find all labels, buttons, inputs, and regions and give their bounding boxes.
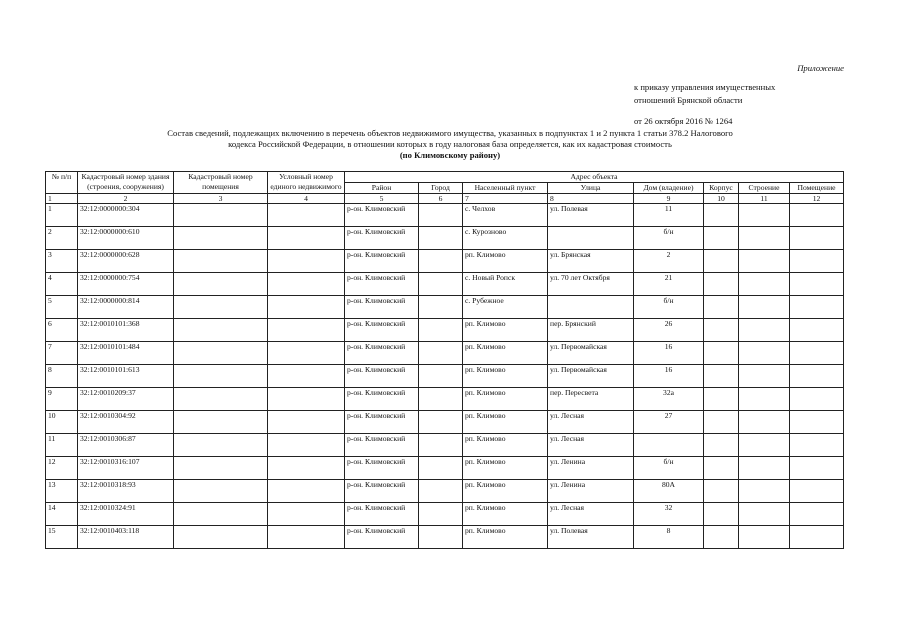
settlement-cell: с. Челхов <box>463 204 548 227</box>
korpus-cell <box>704 480 739 503</box>
conditional-number <box>268 526 345 549</box>
table-row <box>46 342 844 365</box>
conditional-number <box>268 388 345 411</box>
conditional-number <box>268 434 345 457</box>
room-cadastral-number <box>174 273 268 296</box>
conditional-number <box>268 227 345 250</box>
room-cell <box>790 503 844 526</box>
district-cell: р-он. Климовский <box>345 296 419 319</box>
settlement-cell: рп. Климово <box>463 480 548 503</box>
building-cell <box>739 526 790 549</box>
korpus-cell <box>704 503 739 526</box>
conditional-number <box>268 365 345 388</box>
table-row <box>46 457 844 480</box>
settlement-cell: рп. Климово <box>463 434 548 457</box>
district-cell: р-он. Климовский <box>345 204 419 227</box>
street-cell: ул. Полевая <box>548 204 634 227</box>
building-cadastral-number: 32:12:0010101:368 <box>78 319 174 342</box>
room-cadastral-number <box>174 526 268 549</box>
house-cell <box>634 434 704 457</box>
district-cell: р-он. Климовский <box>345 319 419 342</box>
row-number: 4 <box>46 273 78 296</box>
house-cell: 32 <box>634 503 704 526</box>
heading-line-2: кодекса Российской Федерации, в отношении которых в году налоговая база определяется, как их кадастровая стоимость <box>228 139 672 149</box>
row-number: 12 <box>46 457 78 480</box>
house-cell: 16 <box>634 365 704 388</box>
header-district: Район <box>345 183 419 194</box>
city-cell <box>419 227 463 250</box>
house-cell: б/н <box>634 296 704 319</box>
header-room-cad: Кадастровый номер помещения <box>174 172 268 194</box>
street-cell: ул. Первомайская <box>548 342 634 365</box>
appendix-block <box>634 62 844 128</box>
row-number: 8 <box>46 365 78 388</box>
row-number: 2 <box>46 227 78 250</box>
room-cadastral-number <box>174 342 268 365</box>
room-cadastral-number <box>174 204 268 227</box>
district-cell: р-он. Климовский <box>345 273 419 296</box>
col-num-9: 9 <box>634 194 704 204</box>
street-cell: ул. Брянская <box>548 250 634 273</box>
header-building: Строение <box>739 183 790 194</box>
korpus-cell <box>704 434 739 457</box>
table-body <box>46 204 844 549</box>
settlement-cell: с. Рубежное <box>463 296 548 319</box>
conditional-number <box>268 411 345 434</box>
document-heading <box>60 128 840 161</box>
building-cell <box>739 204 790 227</box>
house-cell: 2 <box>634 250 704 273</box>
district-cell: р-он. Климовский <box>345 388 419 411</box>
house-cell: б/н <box>634 457 704 480</box>
korpus-cell <box>704 342 739 365</box>
header-cond-num: Условный номер единого недвижимого <box>268 172 345 194</box>
korpus-cell <box>704 204 739 227</box>
room-cell <box>790 204 844 227</box>
street-cell: ул. Первомайская <box>548 365 634 388</box>
room-cadastral-number <box>174 319 268 342</box>
appendix-date: от 26 октября 2016 № 1264 <box>634 116 733 126</box>
building-cell <box>739 273 790 296</box>
col-num-11: 11 <box>739 194 790 204</box>
room-cell <box>790 480 844 503</box>
header-city: Город <box>419 183 463 194</box>
building-cell <box>739 388 790 411</box>
row-number: 1 <box>46 204 78 227</box>
col-num-8: 8 <box>548 194 634 204</box>
col-num-12: 12 <box>790 194 844 204</box>
city-cell <box>419 388 463 411</box>
room-cell <box>790 342 844 365</box>
table-row <box>46 204 844 227</box>
building-cell <box>739 250 790 273</box>
heading-district: (по Климовскому району) <box>399 150 501 160</box>
appendix-title: Приложение <box>797 63 844 73</box>
city-cell <box>419 480 463 503</box>
header-settlement: Населенный пункт <box>463 183 548 194</box>
table-row <box>46 503 844 526</box>
street-cell: ул. Лесная <box>548 503 634 526</box>
building-cadastral-number: 32:12:0000000:754 <box>78 273 174 296</box>
room-cadastral-number <box>174 411 268 434</box>
korpus-cell <box>704 526 739 549</box>
settlement-cell: рп. Климово <box>463 319 548 342</box>
street-cell <box>548 227 634 250</box>
building-cadastral-number: 32:12:0000000:304 <box>78 204 174 227</box>
appendix-line-1: к приказу управления имущественных <box>634 82 776 92</box>
building-cadastral-number: 32:12:0010209:37 <box>78 388 174 411</box>
district-cell: р-он. Климовский <box>345 342 419 365</box>
conditional-number <box>268 480 345 503</box>
korpus-cell <box>704 296 739 319</box>
room-cell <box>790 227 844 250</box>
district-cell: р-он. Климовский <box>345 480 419 503</box>
building-cadastral-number: 32:12:0000000:610 <box>78 227 174 250</box>
header-house: Дом (владение) <box>634 183 704 194</box>
room-cell <box>790 250 844 273</box>
street-cell: ул. Ленина <box>548 457 634 480</box>
row-number: 15 <box>46 526 78 549</box>
city-cell <box>419 434 463 457</box>
city-cell <box>419 319 463 342</box>
table-row <box>46 250 844 273</box>
building-cadastral-number: 32:12:0010101:613 <box>78 365 174 388</box>
table-row <box>46 273 844 296</box>
city-cell <box>419 204 463 227</box>
settlement-cell: рп. Климово <box>463 503 548 526</box>
street-cell: ул. Ленина <box>548 480 634 503</box>
house-cell: 11 <box>634 204 704 227</box>
room-cadastral-number <box>174 296 268 319</box>
city-cell <box>419 273 463 296</box>
district-cell: р-он. Климовский <box>345 457 419 480</box>
building-cell <box>739 480 790 503</box>
conditional-number <box>268 250 345 273</box>
korpus-cell <box>704 273 739 296</box>
house-cell: 8 <box>634 526 704 549</box>
header-street: Улица <box>548 183 634 194</box>
room-cell <box>790 273 844 296</box>
col-num-6: 6 <box>419 194 463 204</box>
district-cell: р-он. Климовский <box>345 365 419 388</box>
conditional-number <box>268 296 345 319</box>
building-cell <box>739 227 790 250</box>
room-cadastral-number <box>174 365 268 388</box>
table-row <box>46 434 844 457</box>
district-cell: р-он. Климовский <box>345 250 419 273</box>
district-cell: р-он. Климовский <box>345 503 419 526</box>
property-table <box>45 171 844 549</box>
settlement-cell: рп. Климово <box>463 250 548 273</box>
city-cell <box>419 296 463 319</box>
building-cell <box>739 296 790 319</box>
street-cell <box>548 296 634 319</box>
room-cell <box>790 319 844 342</box>
table-row <box>46 365 844 388</box>
settlement-cell: рп. Климово <box>463 457 548 480</box>
settlement-cell: рп. Климово <box>463 342 548 365</box>
city-cell <box>419 503 463 526</box>
district-cell: р-он. Климовский <box>345 526 419 549</box>
street-cell: ул. Лесная <box>548 434 634 457</box>
header-korpus: Корпус <box>704 183 739 194</box>
korpus-cell <box>704 388 739 411</box>
street-cell: пер. Брянский <box>548 319 634 342</box>
conditional-number <box>268 342 345 365</box>
korpus-cell <box>704 227 739 250</box>
city-cell <box>419 365 463 388</box>
house-cell: 26 <box>634 319 704 342</box>
room-cell <box>790 526 844 549</box>
row-number: 10 <box>46 411 78 434</box>
conditional-number <box>268 204 345 227</box>
row-number: 14 <box>46 503 78 526</box>
city-cell <box>419 526 463 549</box>
building-cell <box>739 503 790 526</box>
room-cadastral-number <box>174 388 268 411</box>
city-cell <box>419 250 463 273</box>
korpus-cell <box>704 319 739 342</box>
street-cell: пер. Пересвета <box>548 388 634 411</box>
column-number-row <box>46 194 844 204</box>
header-building-cad: Кадастровый номер здания (строения, сооружения) <box>78 172 174 194</box>
building-cell <box>739 365 790 388</box>
korpus-cell <box>704 250 739 273</box>
room-cadastral-number <box>174 227 268 250</box>
settlement-cell: рп. Климово <box>463 388 548 411</box>
street-cell: ул. Полевая <box>548 526 634 549</box>
conditional-number <box>268 273 345 296</box>
room-cadastral-number <box>174 250 268 273</box>
settlement-cell: рп. Климово <box>463 411 548 434</box>
city-cell <box>419 411 463 434</box>
korpus-cell <box>704 411 739 434</box>
conditional-number <box>268 457 345 480</box>
room-cadastral-number <box>174 457 268 480</box>
room-cell <box>790 296 844 319</box>
building-cadastral-number: 32:12:0010403:118 <box>78 526 174 549</box>
row-number: 6 <box>46 319 78 342</box>
city-cell <box>419 342 463 365</box>
settlement-cell: с. Новый Ропск <box>463 273 548 296</box>
table-row <box>46 296 844 319</box>
col-num-7: 7 <box>463 194 548 204</box>
col-num-10: 10 <box>704 194 739 204</box>
settlement-cell: с. Курозново <box>463 227 548 250</box>
room-cadastral-number <box>174 503 268 526</box>
building-cadastral-number: 32:12:0000000:628 <box>78 250 174 273</box>
building-cadastral-number: 32:12:0010316:107 <box>78 457 174 480</box>
header-room: Помещение <box>790 183 844 194</box>
header-num: № п/п <box>46 172 78 194</box>
house-cell: 32а <box>634 388 704 411</box>
row-number: 7 <box>46 342 78 365</box>
room-cell <box>790 365 844 388</box>
building-cell <box>739 319 790 342</box>
building-cadastral-number: 32:12:0000000:814 <box>78 296 174 319</box>
house-cell: б/н <box>634 227 704 250</box>
table-row <box>46 526 844 549</box>
col-num-4: 4 <box>268 194 345 204</box>
col-num-3: 3 <box>174 194 268 204</box>
conditional-number <box>268 503 345 526</box>
room-cell <box>790 434 844 457</box>
settlement-cell: рп. Климово <box>463 526 548 549</box>
house-cell: 80А <box>634 480 704 503</box>
header-row-1 <box>46 172 844 183</box>
conditional-number <box>268 319 345 342</box>
room-cadastral-number <box>174 480 268 503</box>
house-cell: 27 <box>634 411 704 434</box>
table-row <box>46 319 844 342</box>
korpus-cell <box>704 365 739 388</box>
row-number: 11 <box>46 434 78 457</box>
row-number: 9 <box>46 388 78 411</box>
korpus-cell <box>704 457 739 480</box>
header-address: Адрес объекта <box>345 172 844 183</box>
row-number: 5 <box>46 296 78 319</box>
building-cadastral-number: 32:12:0010304:92 <box>78 411 174 434</box>
table-row <box>46 480 844 503</box>
street-cell: ул. Лесная <box>548 411 634 434</box>
room-cell <box>790 411 844 434</box>
table-row <box>46 388 844 411</box>
settlement-cell: рп. Климово <box>463 365 548 388</box>
room-cell <box>790 388 844 411</box>
building-cadastral-number: 32:12:0010101:484 <box>78 342 174 365</box>
col-num-1: 1 <box>46 194 78 204</box>
room-cell <box>790 457 844 480</box>
heading-line-1: Состав сведений, подлежащих включению в перечень объектов недвижимого имущества, указанных в подпунктах 1 и 2 пункта 1 статьи 378.2 Налогового <box>167 128 733 138</box>
appendix-line-2: отношений Брянской области <box>634 95 743 105</box>
building-cell <box>739 434 790 457</box>
district-cell: р-он. Климовский <box>345 227 419 250</box>
col-num-5: 5 <box>345 194 419 204</box>
house-cell: 21 <box>634 273 704 296</box>
building-cell <box>739 342 790 365</box>
building-cadastral-number: 32:12:0010318:93 <box>78 480 174 503</box>
table-row <box>46 411 844 434</box>
building-cadastral-number: 32:12:0010324:91 <box>78 503 174 526</box>
room-cadastral-number <box>174 434 268 457</box>
building-cell <box>739 411 790 434</box>
city-cell <box>419 457 463 480</box>
building-cadastral-number: 32:12:0010306:87 <box>78 434 174 457</box>
table-row <box>46 227 844 250</box>
col-num-2: 2 <box>78 194 174 204</box>
row-number: 13 <box>46 480 78 503</box>
district-cell: р-он. Климовский <box>345 434 419 457</box>
street-cell: ул. 70 лет Октября <box>548 273 634 296</box>
row-number: 3 <box>46 250 78 273</box>
building-cell <box>739 457 790 480</box>
district-cell: р-он. Климовский <box>345 411 419 434</box>
house-cell: 16 <box>634 342 704 365</box>
